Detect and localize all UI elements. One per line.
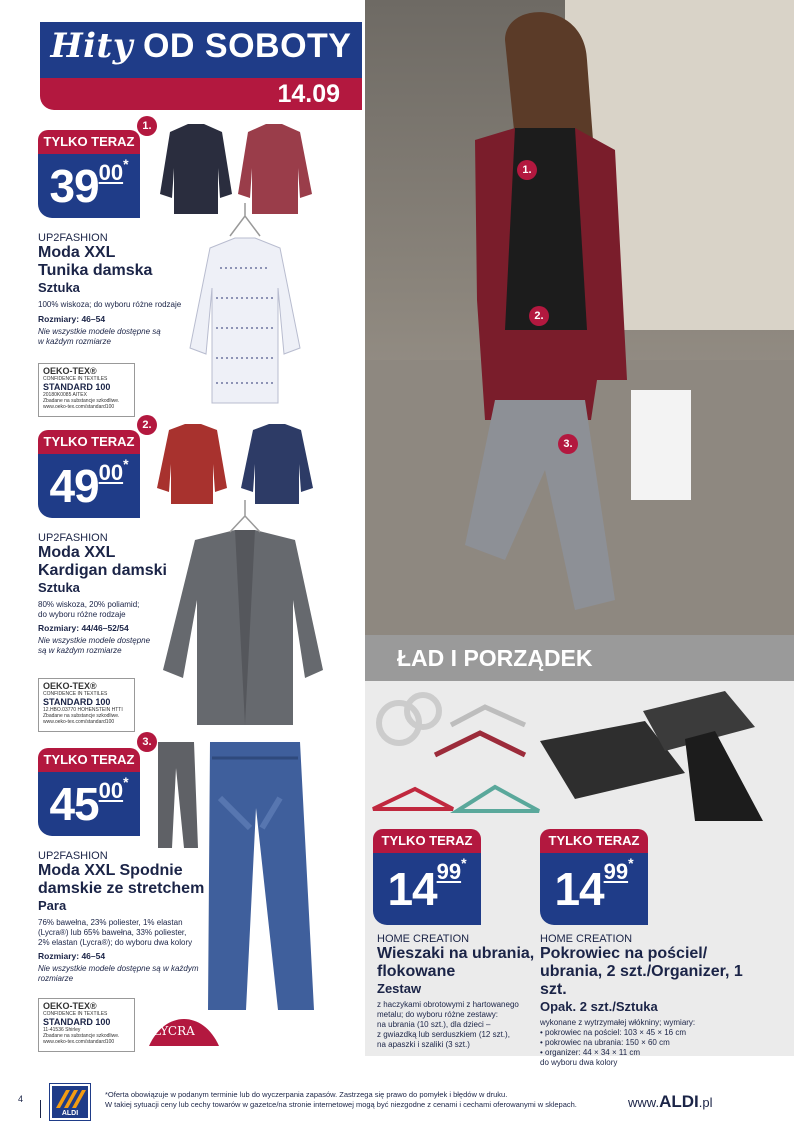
lycra-logo (145, 1000, 223, 1050)
lycra-logo-text: LYCRA (153, 1024, 195, 1038)
oeko-title: OEKO-TEX® (43, 1001, 97, 1011)
section-item-2-desc-3: • pokrowiec na ubrania: 150 × 60 cm (540, 1038, 670, 1047)
product-3-note-1: Nie wszystkie modele dostępne są w każdym (38, 964, 199, 973)
section-item-2-badge-label: TYLKO TERAZ (540, 829, 648, 853)
section-item-2-desc-5: do wyboru dwa kolory (540, 1058, 618, 1067)
footer-divider (40, 1100, 41, 1118)
product-2-price-star: * (123, 456, 129, 472)
oeko-line1: Zbadane na substancje szkodliwe. (43, 398, 120, 404)
product-1-note-1: Nie wszystkie modele dostępne są (38, 327, 161, 336)
section-item-2-brand: HOME CREATION (540, 933, 633, 945)
product-3-unit: Para (38, 898, 67, 913)
section-item-2-name-1: Pokrowiec na pościel/ (540, 945, 708, 962)
product-2-sizes: Rozmiary: 44/46–52/54 (38, 623, 129, 633)
oeko-standard: STANDARD 100 (43, 1017, 111, 1027)
product-1-desc: 100% wiskoza; do wyboru różne rodzaje (38, 300, 182, 309)
section-item-1-price-cents: 99 (436, 859, 462, 884)
product-3-number: 3. (137, 732, 157, 752)
product-2-note-2: są w każdym rozmiarze (38, 646, 122, 655)
product-3-price (38, 772, 140, 836)
product-3-brand: UP2FASHION (38, 850, 108, 862)
product-2-price-main: 49 (49, 460, 99, 512)
product-1-note-2: w każdym rozmiarze (38, 337, 111, 346)
oeko-code: 12.HBO.03770 HOHENSTEIN HTTI (43, 707, 123, 713)
oeko-code: 20180K0085 AITEX (43, 392, 87, 398)
product-2-number: 2. (137, 415, 157, 435)
product-2-name-2: Kardigan damski (38, 562, 167, 579)
section-item-2-unit: Opak. 2 szt./Sztuka (540, 999, 658, 1014)
product-1-price-badge (38, 130, 140, 218)
oeko-standard: STANDARD 100 (43, 382, 111, 392)
product-3-desc-2: (Lycra®) lub 65% bawełna, 33% poliester, (38, 928, 187, 937)
section-item-2-info (540, 933, 770, 1068)
section-item-2-price (540, 853, 648, 925)
section-item-2-price-main: 14 (554, 863, 604, 915)
section-item-1-desc-3: na ubrania (10 szt.), dla dzieci – (377, 1020, 491, 1029)
section-item-1-price-badge (373, 829, 481, 925)
oeko-sub: CONFIDENCE IN TEXTILES (43, 1011, 108, 1017)
product-3-info (38, 850, 238, 984)
product-1-badge-label: TYLKO TERAZ (38, 130, 140, 154)
product-3-price-cents: 00 (98, 778, 124, 803)
section-item-1-badge-label: TYLKO TERAZ (373, 829, 481, 853)
model-figure (365, 0, 794, 635)
lifestyle-photo (365, 0, 794, 635)
oeko-title: OEKO-TEX® (43, 681, 97, 691)
product-1-price-cents: 00 (98, 160, 124, 185)
product-3-name-2: damskie ze stretchem (38, 880, 205, 897)
product-1-name-2: Tunika damska (38, 262, 153, 279)
section-item-1-desc-2: metalu; do wyboru różne zestawy: (377, 1010, 498, 1019)
photo-marker-1: 1. (517, 160, 537, 180)
product-2-brand: UP2FASHION (38, 532, 108, 544)
product-3-note-2: rozmiarze (38, 974, 74, 983)
product-1-info (38, 232, 218, 347)
product-1-brand: UP2FASHION (38, 232, 108, 244)
product-3-name-1: Moda XXL Spodnie (38, 862, 183, 879)
section-item-1-unit: Zestaw (377, 981, 422, 996)
oeko-sub: CONFIDENCE IN TEXTILES (43, 691, 108, 697)
section-item-1-brand: HOME CREATION (377, 933, 470, 945)
section-item-1-desc-5: na apaszki i szaliki (3 szt.) (377, 1040, 470, 1049)
oeko-line2: www.oeko-tex.com/standard100 (43, 719, 115, 725)
section-item-1-desc-1: z haczykami obrotowymi z hartowanego (377, 1000, 519, 1009)
product-2-note-1: Nie wszystkie modele dostępne (38, 636, 151, 645)
header-date: 14.09 (277, 80, 340, 108)
section-item-1-name-2: flokowane (377, 963, 456, 980)
footer-url-post: .pl (698, 1095, 713, 1110)
footer-disclaimer (105, 1090, 615, 1110)
product-1-name-1: Moda XXL (38, 244, 116, 261)
photo-marker-3: 3. (558, 434, 578, 454)
product-1-price-main: 39 (49, 160, 99, 212)
product-2-name-1: Moda XXL (38, 544, 116, 561)
section-item-1-price (373, 853, 481, 925)
page-number: 4 (18, 1094, 24, 1104)
oeko-line1: Zbadane na substancje szkodliwe. (43, 713, 120, 719)
product-1-price (38, 154, 140, 218)
section-products-image (365, 681, 794, 821)
product-3-oeko-label (38, 998, 135, 1052)
product-2-price-badge (38, 430, 140, 518)
section-item-1-info (377, 933, 535, 1050)
header-title-rest: OD SOBOTY (142, 27, 352, 65)
product-3-price-badge (38, 748, 140, 836)
section-item-2-desc-1: wykonane z wytrzymałej włókniny; wymiary: (540, 1018, 696, 1027)
section-item-2-desc-4: • organizer: 44 × 34 × 11 cm (540, 1048, 641, 1057)
aldi-logo-icon (52, 1088, 88, 1110)
product-2-info (38, 532, 168, 656)
product-2-desc-2: do wyboru różne rodzaje (38, 610, 126, 619)
footer-disclaimer-2: W takiej sytuacji ceny lub cechy towarów w gazetce/na stronie internetowej mogą być niezgodne z cenami i cechami oferowanymi w sklepach. (105, 1100, 577, 1109)
oeko-title: OEKO-TEX® (43, 366, 97, 376)
product-2-price-cents: 00 (98, 460, 124, 485)
photo-marker-2: 2. (529, 306, 549, 326)
product-1-number: 1. (137, 116, 157, 136)
section-item-1-price-star: * (461, 855, 467, 871)
oeko-line1: Zbadane na substancje szkodliwe. (43, 1033, 120, 1039)
product-3-desc-3: 2% elastan (Lycra®); do wyboru dwa kolory (38, 938, 193, 947)
section-item-2-price-badge (540, 829, 648, 925)
product-2-badge-label: TYLKO TERAZ (38, 430, 140, 454)
product-2-price (38, 454, 140, 518)
product-1-oeko-label (38, 363, 135, 417)
footer-url-pre: www. (628, 1095, 660, 1110)
section-item-1-name-1: Wieszaki na ubrania, (377, 945, 535, 962)
section-title: ŁAD I PORZĄDEK (397, 645, 593, 671)
product-2-oeko-label (38, 678, 135, 732)
aldi-logo (50, 1084, 90, 1120)
footer-url[interactable] (628, 1092, 712, 1112)
product-1-unit: Sztuka (38, 280, 80, 295)
header-title-script: Hity (50, 26, 134, 66)
oeko-sub: CONFIDENCE IN TEXTILES (43, 376, 108, 382)
product-2-unit: Sztuka (38, 580, 80, 595)
product-3-desc-1: 76% bawełna, 23% poliester, 1% elastan (38, 918, 183, 927)
section-item-2-name-2: ubrania, 2 szt./Organizer, 1 szt. (540, 963, 743, 998)
aldi-logo-text: ALDI (61, 1110, 79, 1117)
product-1-sizes: Rozmiary: 46–54 (38, 314, 106, 324)
product-3-price-star: * (123, 774, 129, 790)
product-2-desc-1: 80% wiskoza, 20% poliamid; (38, 600, 140, 609)
product-3-badge-label: TYLKO TERAZ (38, 748, 140, 772)
section-item-2-price-star: * (628, 855, 634, 871)
oeko-standard: STANDARD 100 (43, 697, 111, 707)
section-item-2-desc-2: • pokrowiec na pościel: 103 × 45 × 16 cm (540, 1028, 686, 1037)
product-3-sizes: Rozmiary: 46–54 (38, 951, 106, 961)
section-item-2-price-cents: 99 (603, 859, 629, 884)
product-2-image (155, 420, 360, 740)
oeko-code: 11-41536 Shirley (43, 1027, 81, 1033)
oeko-line2: www.oeko-tex.com/standard100 (43, 404, 115, 410)
product-3-price-main: 45 (49, 778, 99, 830)
footer-url-brand: ALDI (659, 1092, 699, 1111)
section-item-1-price-main: 14 (387, 863, 437, 915)
header-title (40, 26, 362, 66)
product-1-price-star: * (123, 156, 129, 172)
section-item-1-desc-4: z gwiazdką lub serduszkiem (12 szt.), (377, 1030, 510, 1039)
footer-disclaimer-1: *Oferta obowiązuje w podanym terminie lub do wyczerpania zapasów. Zastrzega się prawo do pomyłek i błędów w druku. (105, 1090, 508, 1099)
oeko-line2: www.oeko-tex.com/standard100 (43, 1039, 115, 1045)
